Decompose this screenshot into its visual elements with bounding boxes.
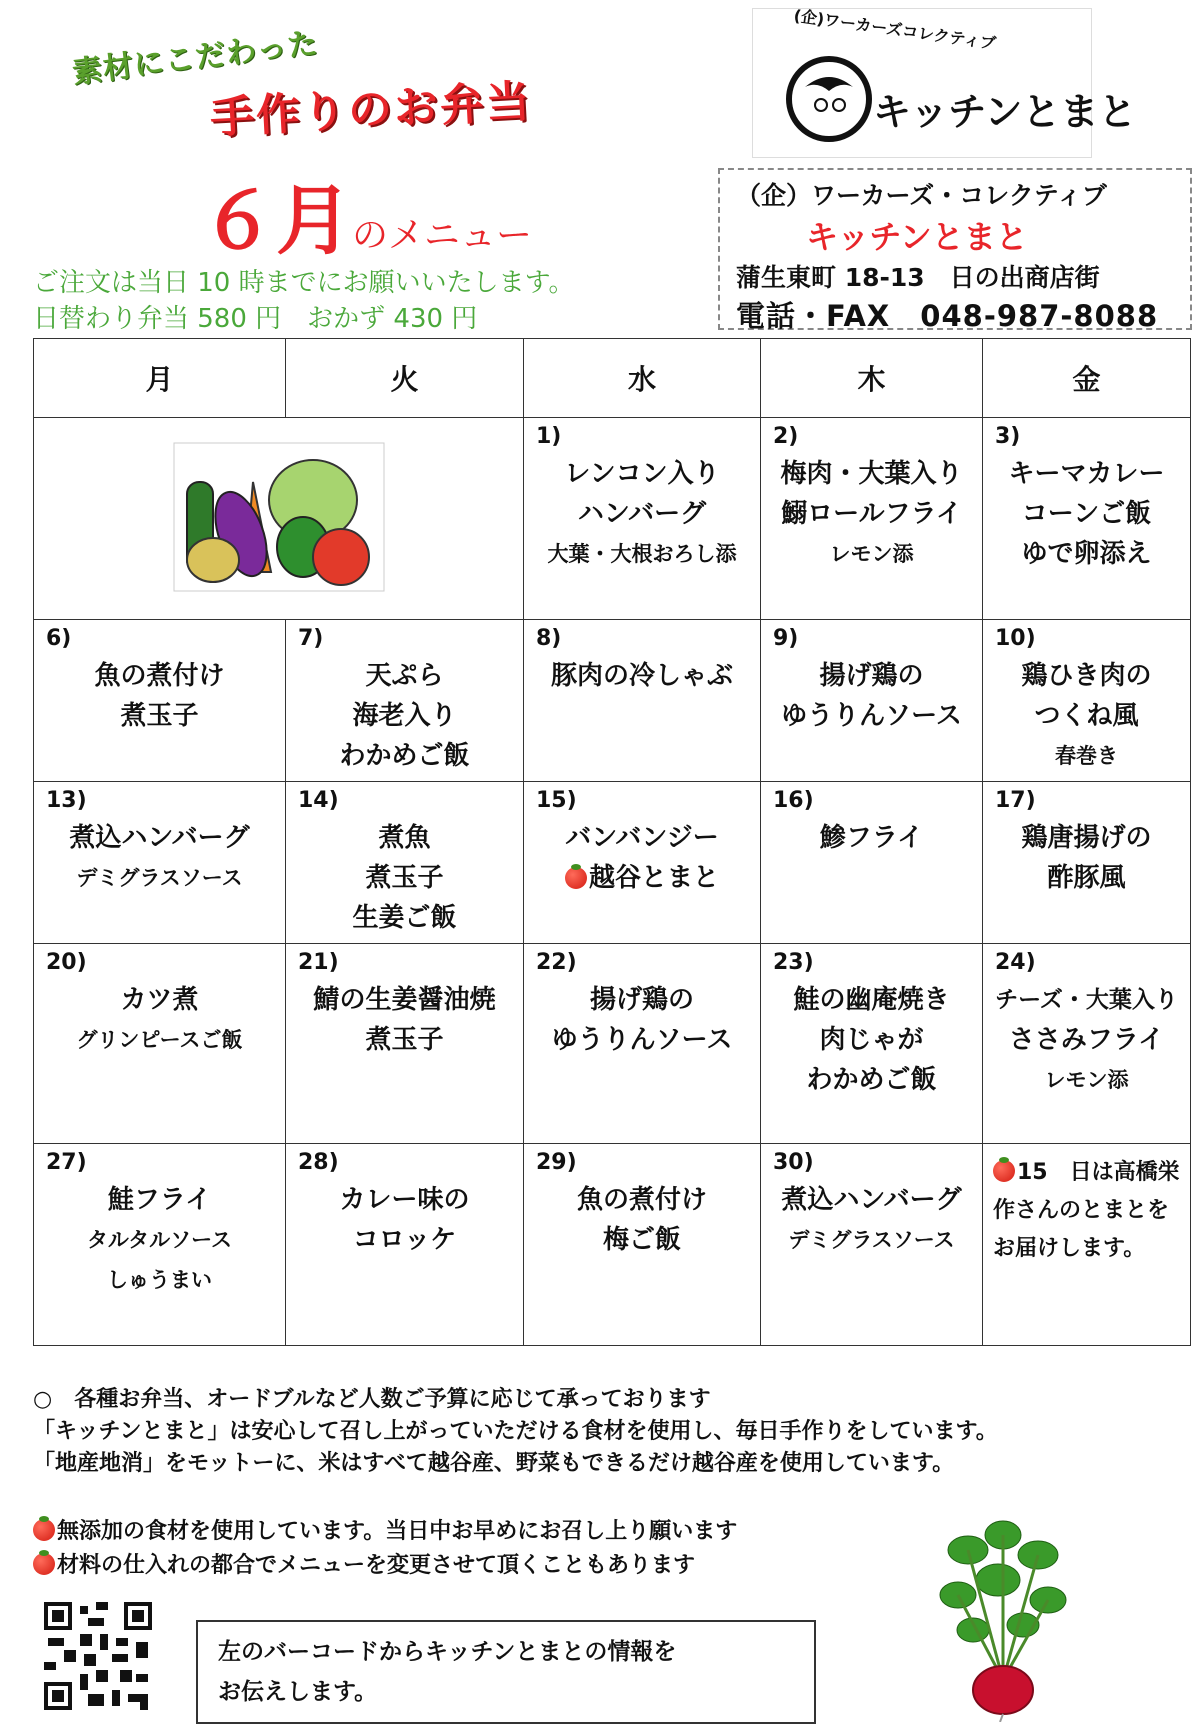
day-cell-29 [524,1144,761,1346]
menu-item: 鮭の幽庵焼き [793,985,950,1015]
menu-item: 鰯ロールフライ [781,499,962,529]
company-type: （企）ワーカーズ・コレクティブ [736,181,1107,210]
day-cell-23 [761,944,983,1144]
weekday-thu: 木 [761,339,983,418]
weekday-mon: 月 [34,339,286,418]
menu-item: レンコン入り [564,459,720,489]
menu-item: チーズ・大葉入り [995,987,1178,1013]
vegetables-icon [173,442,385,592]
menu-item: 揚げ鶏の [589,985,694,1015]
menu-side: デミグラスソース [76,866,243,890]
menu-item: 鯖の生姜醤油焼 [313,985,496,1015]
day-number: 27) [46,1150,87,1175]
day-number: 2) [773,424,799,449]
footer-text: 無添加の食材を使用しています。当日中お早めにお召し上り願います [57,1519,738,1544]
menu-item: 越谷とまと [588,863,719,893]
day-cell-3 [983,418,1191,620]
week-row-3 [34,782,1191,944]
day-number: 13) [46,788,87,813]
day-cell-20 [34,944,286,1144]
menu-calendar [33,338,1191,1346]
logo-name: キッチンとまと [873,90,1137,134]
day-number: 23) [773,950,814,975]
tomato-icon [565,867,587,889]
menu-side: デミグラスソース [788,1228,955,1252]
weekday-tue: 火 [286,339,524,418]
tomato-icon [33,1553,55,1575]
day-number: 29) [536,1150,577,1175]
day-number: 20) [46,950,87,975]
week-row-1 [34,418,1191,620]
day-cell-16 [761,782,983,944]
menu-item: 鶏唐揚げの [1021,823,1152,853]
menu-item: キーマカレー [1008,459,1165,489]
day-number: 6) [46,626,72,651]
menu-item: コーンご飯 [1021,499,1152,529]
menu-side: グリンピースご飯 [76,1028,243,1052]
company-name: キッチンとまと [806,218,1028,256]
footer-line-2: 「キッチンとまと」は安心して召し上がっていただける食材を使用し、毎日手作りをしています。 [33,1419,998,1444]
day-number: 1) [536,424,562,449]
qr-info-line-1: 左のバーコードからキッチンとまとの情報を [218,1639,677,1665]
menu-item-with-icon [524,858,760,898]
menu-item: カレー味の [339,1185,470,1215]
menu-item: 煮魚 [378,823,431,853]
day-cell-15 [524,782,761,944]
footer-line-1: ○ 各種お弁当、オードブルなど人数ご予算に応じて承っております [33,1387,711,1412]
qr-info-box [196,1620,816,1724]
day-number: 24) [995,950,1036,975]
day-number: 3) [995,424,1021,449]
day-number: 15) [536,788,577,813]
menu-item: 揚げ鶏の [819,661,924,691]
menu-item: 豚肉の冷しゃぶ [550,661,733,691]
day-number: 8) [536,626,562,651]
banner-tagline: 素材にこだわった [70,25,321,91]
day-number: 10) [995,626,1036,651]
weekday-header-row [34,339,1191,418]
menu-item: 生姜ご飯 [352,903,457,933]
day-number: 9) [773,626,799,651]
menu-item: 鮭フライ [107,1185,212,1215]
logo-arc-text: (企)ワーカーズコレクティブ [792,5,998,54]
day-number: 28) [298,1150,339,1175]
company-address: 蒲生東町 18-13 日の出商店街 [736,263,1100,292]
menu-item: 肉じゃが [819,1025,924,1055]
week-row-4 [34,944,1191,1144]
menu-side: レモン添 [829,542,914,566]
day-number: 14) [298,788,339,813]
menu-item: 鶏ひき肉の [1021,661,1152,691]
day-cell-1 [524,418,761,620]
menu-item: ゆうりんソース [781,701,962,731]
menu-item: バンバンジー [565,823,719,853]
menu-item: ゆうりんソース [551,1025,733,1055]
note-cell [983,1144,1191,1346]
day-number: 17) [995,788,1036,813]
menu-item: カツ煮 [120,985,199,1015]
day-number: 16) [773,788,814,813]
weekday-fri: 金 [983,339,1191,418]
week-row-5 [34,1144,1191,1346]
day-cell-30 [761,1144,983,1346]
logo [752,5,1137,158]
footer-line-5 [33,1548,695,1579]
weekday-wed: 水 [524,339,761,418]
day-number: 30) [773,1150,814,1175]
tomato-icon [993,1160,1015,1182]
menu-item: 煮玉子 [365,863,444,893]
menu-side: 大葉・大根おろし添 [547,542,737,566]
footer-text: 材料の仕入れの都合でメニューを変更させて頂くこともあります [57,1553,696,1578]
day-cell-13 [34,782,286,944]
menu-side: レモン添 [1044,1068,1129,1092]
menu-item: 煮込ハンバーグ [69,823,250,853]
company-info [718,168,1192,333]
vegetable-illustration-cell [34,418,524,620]
note-text: 15 日は高橋栄作さんのとまとをお届けします。 [993,1160,1180,1261]
menu-item: ハンバーグ [577,499,707,529]
menu-item: 魚の煮付け [576,1185,707,1215]
menu-side: しゅうまい [107,1268,212,1292]
price-notice: 日替わり弁当 580 円 おかず 430 円 [33,304,478,334]
menu-item: 煮玉子 [120,701,199,731]
footer-line-3: 「地産地消」をモットーに、米はすべて越谷産、野菜もできるだけ越谷産を使用しています。 [33,1451,955,1476]
day-number: 7) [298,626,324,651]
menu-item: コロッケ [352,1225,457,1255]
qr-info-line-2: お伝えします。 [218,1679,378,1705]
order-notice: ご注文は当日 10 時までにお願いいたします。 [33,268,575,298]
menu-item: 酢豚風 [1047,863,1126,893]
menu-item: 梅ご飯 [602,1225,681,1255]
qr-code-icon[interactable] [40,1598,156,1714]
menu-item: つくね風 [1034,701,1139,731]
month-number: ６月 [200,176,352,265]
menu-item: 煮玉子 [365,1025,444,1055]
day-cell-28 [286,1144,524,1346]
menu-item: 海老入り [352,701,457,731]
radish-icon [928,1510,1078,1722]
day-cell-22 [524,944,761,1144]
day-cell-8 [524,620,761,782]
page-title [200,160,532,269]
tomato-logo-icon [781,47,877,143]
day-cell-21 [286,944,524,1144]
menu-item: ゆで卵添え [1021,539,1152,569]
menu-item: ささみフライ [1008,1025,1165,1055]
menu-item: わかめご飯 [806,1065,937,1095]
menu-item: わかめご飯 [339,741,470,771]
menu-side: 春巻き [1055,744,1118,768]
menu-item: 魚の煮付け [94,661,225,691]
month-suffix: のメニュー [352,215,533,256]
day-number: 22) [536,950,577,975]
week-row-2 [34,620,1191,782]
tomato-icon [33,1519,55,1541]
day-cell-14 [286,782,524,944]
day-number: 21) [298,950,339,975]
day-cell-17 [983,782,1191,944]
menu-item: 煮込ハンバーグ [781,1185,962,1215]
day-cell-10 [983,620,1191,782]
menu-item: 鯵フライ [819,823,924,853]
menu-side: タルタルソース [86,1228,233,1252]
day-cell-27 [34,1144,286,1346]
day-cell-9 [761,620,983,782]
day-cell-24 [983,944,1191,1144]
day-cell-6 [34,620,286,782]
menu-item: 天ぷら [365,661,444,691]
footer-line-4 [33,1514,737,1545]
day-cell-7 [286,620,524,782]
menu-item: 梅肉・大葉入り [780,459,963,489]
day-cell-2 [761,418,983,620]
tomato-note [983,1144,1190,1278]
banner-title: 手作りのお弁当 [208,76,534,144]
company-phone: 電話・FAX 048-987-8088 [736,299,1159,333]
